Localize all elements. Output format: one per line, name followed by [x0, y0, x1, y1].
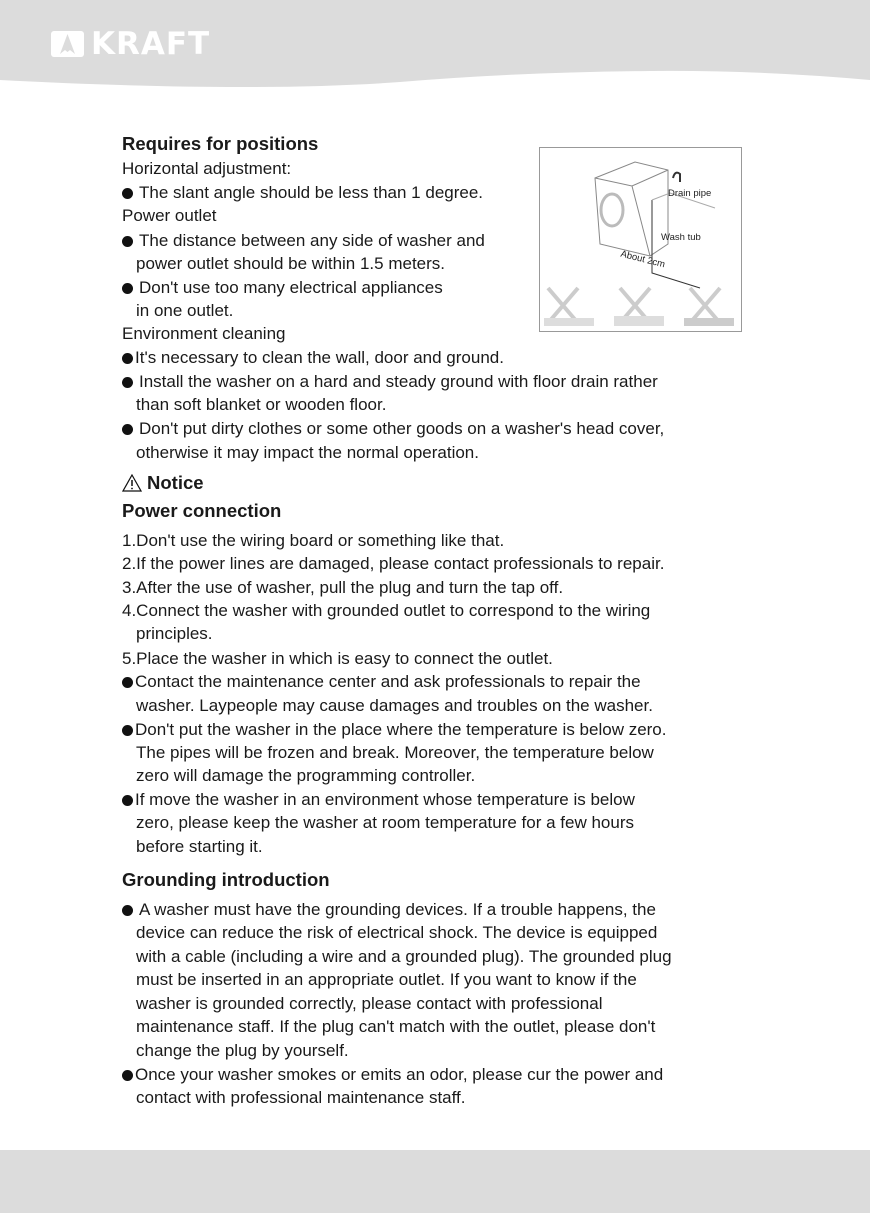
text-line: with a cable (including a wire and a grounded plug). The grounded plug	[136, 947, 672, 966]
bullet-icon	[122, 188, 133, 199]
text-line: zero, please keep the washer at room temperature for a few hours	[136, 813, 634, 832]
text-line: The pipes will be frozen and break. Moreover, the temperature below	[136, 743, 654, 762]
bullet-icon	[122, 677, 133, 688]
text-line: 5.Place the washer in which is easy to connect the outlet.	[122, 649, 553, 668]
text-line: in one outlet.	[136, 301, 234, 320]
bullet-icon	[122, 1070, 133, 1081]
section-heading: Grounding introduction	[122, 869, 330, 890]
text-line: Don't put the washer in the place where the temperature is below zero.	[135, 720, 667, 739]
text-line: zero will damage the programming controller.	[136, 766, 476, 785]
text-line: change the plug by yourself.	[136, 1041, 349, 1060]
text-line: 3.After the use of washer, pull the plug and turn the tap off.	[122, 578, 564, 597]
section-heading: Power connection	[122, 500, 282, 521]
text-line: otherwise it may impact the normal operation.	[136, 443, 479, 462]
text-line: power outlet should be within 1.5 meters.	[136, 254, 446, 273]
text-line: than soft blanket or wooden floor.	[136, 395, 387, 414]
washer-placement-figure	[539, 147, 742, 332]
text-line: washer is grounded correctly, please contact with professional	[136, 994, 603, 1013]
text-line: must be inserted in an appropriate outlet. If you want to know if the	[136, 970, 637, 989]
wash-tub-label: Wash tub	[661, 232, 701, 243]
text-line: washer. Laypeople may cause damages and troubles on the washer.	[136, 696, 653, 715]
bullet-icon	[122, 236, 133, 247]
bullet-icon	[122, 905, 133, 916]
text-line: 1.Don't use the wiring board or something like that.	[122, 531, 505, 550]
page-footer	[0, 1150, 870, 1213]
bullet-icon	[122, 795, 133, 806]
text-line: Don't use too many electrical appliances	[139, 278, 443, 297]
text-line: If move the washer in an environment whose temperature is below	[135, 790, 635, 809]
kraft-logo	[51, 26, 211, 62]
text-line: Power outlet	[122, 206, 217, 225]
text-line: Horizontal adjustment:	[122, 159, 292, 178]
text-line: 2.If the power lines are damaged, please contact professionals to repair.	[122, 554, 665, 573]
text-line: The slant angle should be less than 1 degree.	[139, 183, 484, 202]
text-line: A washer must have the grounding devices. If a trouble happens, the	[139, 900, 656, 919]
text-line: maintenance staff. If the plug can't match with the outlet, please don't	[136, 1017, 656, 1036]
bullet-icon	[122, 283, 133, 294]
washer-illustration	[540, 148, 741, 331]
text-line: Don't put dirty clothes or some other goods on a washer's head cover,	[139, 419, 665, 438]
section-heading: Requires for positions	[122, 133, 319, 154]
text-line: 4.Connect the washer with grounded outlet to correspond to the wiring	[122, 601, 651, 620]
warning-triangle-icon	[122, 474, 142, 492]
text-line: Contact the maintenance center and ask professionals to repair the	[135, 672, 641, 691]
logo-text: KRAFT	[91, 26, 211, 62]
bullet-icon	[122, 725, 133, 736]
notice-heading: Notice	[147, 472, 204, 493]
text-line: Environment cleaning	[122, 324, 286, 343]
page-header	[0, 0, 870, 95]
text-line: before starting it.	[136, 837, 263, 856]
text-line: principles.	[136, 624, 213, 643]
text-line: The distance between any side of washer and	[139, 231, 485, 250]
text-line: Once your washer smokes or emits an odor, please cur the power and	[135, 1065, 664, 1084]
distance-label: About 2cm	[619, 248, 667, 271]
text-line: It's necessary to clean the wall, door and ground.	[135, 348, 504, 367]
text-line: device can reduce the risk of electrical shock. The device is equipped	[136, 923, 658, 942]
bullet-icon	[122, 353, 133, 364]
bullet-icon	[122, 377, 133, 388]
text-line: Install the washer on a hard and steady ground with floor drain rather	[139, 372, 658, 391]
bullet-icon	[122, 424, 133, 435]
logo-mark-icon	[51, 31, 84, 57]
drain-pipe-label: Drain pipe	[668, 188, 712, 199]
text-line: contact with professional maintenance staff.	[136, 1088, 466, 1107]
